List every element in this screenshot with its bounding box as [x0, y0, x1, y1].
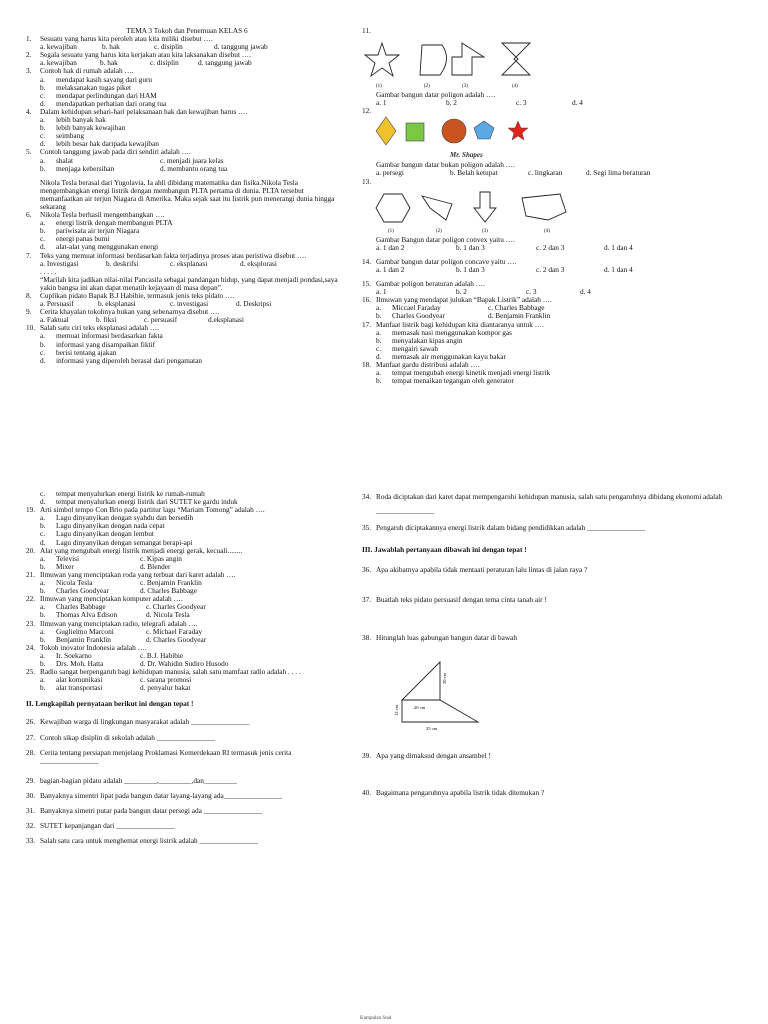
question-12-text: Gambar bangun datar bukan poligon adalah ….	[376, 160, 515, 170]
question-13: 13.	[362, 176, 372, 186]
question-8: 8. Cuplikan pidato Bapak B.J Habibie, termasuk jenis teks pidato ….	[26, 291, 235, 300]
question-20: 20. Alat yang mengubah energi listrik menjadi energi gerak, kecuali........	[26, 545, 243, 555]
circle-shape	[442, 119, 466, 143]
square-shape	[406, 123, 424, 141]
question-13-text: Gambar Bangun datar poligon convex yaitu ….	[376, 234, 515, 244]
question-24: 24. Tokoh inovator Indonesia adalah ….	[26, 642, 147, 652]
option-21bd: b. Charles Goodyear d. Charles Babbage	[40, 586, 197, 596]
irregular-polygon-shape	[522, 194, 566, 220]
option-20ac: a. Televisi c. Kipas angin	[40, 553, 182, 563]
option-25ac: a. alat komunikasi c. sarana promosi	[40, 675, 192, 685]
question-37: 37. Buatlah teks pidato persuasif dengan tema cinta tanah air !	[362, 595, 547, 605]
option-17a: a. memasak nasi menggunakan kompor gas	[376, 327, 512, 337]
option-25bd: b. alat transportasi d. penyalur bakat	[40, 683, 191, 693]
option-23ac: a. Guglielmo Marconi c. Michael Faraday	[40, 626, 203, 636]
option-4c: c. seimbang	[40, 131, 84, 141]
option-18d: d. tempat menyalurkan energi listrik dari SUTET ke gardu induk	[40, 497, 238, 507]
question-34: 34. Roda diciptakan dari karet dapat mempengaruhi kehidupan manusia, salah satu pengaruhnya dibidang ekonomi adalah ________________	[362, 492, 723, 515]
option-3c: c. mendapat perlindungan dari HAM	[40, 90, 157, 100]
question-4: 4. Dalam kehidupan sehari-hari pelaksanaan hak dan kewajiban harus ….	[26, 106, 248, 116]
option-5ac: a. shalat c. menjadi juara kelas	[40, 155, 224, 165]
fill-30: 30. Banyaknya simentri lipat pada bangun datar layang-layang ada________________	[26, 790, 283, 800]
dim-top-base: 20 cm	[414, 705, 426, 711]
d-shape	[420, 45, 447, 75]
option-18a: a. tempat mengubah energi kinetik menjadi energi listrik	[376, 368, 551, 378]
triangle-shape	[402, 662, 440, 700]
label-2: (2)	[436, 228, 442, 234]
bowtie-shape	[502, 43, 530, 75]
option-23bd: b. Benjamin Franklin d. Charles Goodyear	[40, 634, 207, 644]
option-16ac: a. Miccael Faraday c. Charles Babbage	[376, 303, 545, 313]
question-25: 25. Radio sangat berpengaruh bagi kehidupan manusia, salah satu mamfaat radio adalah . . . .	[26, 667, 301, 677]
question-11: 11.	[362, 26, 371, 35]
option-10d: d. informasi yang diperoleh berasal dari pengamatan	[40, 355, 203, 365]
star-shape	[365, 43, 399, 76]
speech-quote: “Marilah kita jadikan nilai-nilai Pancasila sebagai pandangan hidup, yang dapat menjadi pondasi,saya yakin bangsa ini akan dapat menatih kejayaan di masa depan”.	[40, 274, 338, 292]
option-3b: b. melaksanakan tugas piket	[40, 82, 131, 92]
option-10b: b. informasi yang disampaikan fiktif	[40, 339, 156, 349]
option-6c: c. energi panas bumi	[40, 234, 110, 244]
option-4d: d. lebih besar hak daripada kewajiban	[40, 139, 159, 149]
options-11: a. 1 b. 2 c. 3 d. 4	[376, 98, 583, 108]
pentagon-shape	[474, 121, 494, 139]
hexagon-shape	[376, 194, 410, 222]
option-19a: a. Lagu dinyanyikan dengan syahdu dan bersedih	[40, 513, 194, 523]
section-2-heading: II. Lengkapilah pernyataan berikut ini dengan tepat !	[26, 699, 194, 709]
red-star-shape	[508, 121, 528, 140]
question-7-tail: . . . . .	[40, 266, 57, 276]
trapezoid-shape	[402, 700, 478, 722]
right-bottom-column	[362, 490, 752, 797]
options-13: a. 1 dan 2 b. 1 dan 3 c. 2 dan 3 d. 1 dan 4	[376, 242, 633, 252]
question-1: 1. Sesuatu yang harus kita peroleh atau kita miliki disebut ….	[26, 34, 213, 44]
question-40: 40. Bagaimana pengaruhnya apabila listrik tidak ditemukan ?	[362, 787, 545, 797]
option-19c: c. Lagu dinyanyikan dengan lembut	[40, 529, 154, 539]
option-19d: d. Lagu dinyanyikan dengan semangat berapi-api	[40, 537, 193, 547]
option-22bd: b. Thomas Alva Edison d. Nicola Tesla	[40, 610, 190, 620]
option-18b: b. tempat menaikan tegangan oleh generator	[376, 376, 514, 386]
question-14: 14. Gambar bangun datar poligon concave yaitu ….	[362, 256, 517, 266]
arrow-down-shape	[474, 192, 496, 222]
question-5: 5. Contoh tanggung jawab pada diri sendiri adalah ….	[26, 147, 191, 157]
question-21: 21. Ilmuwan yang menciptakan roda yang terbuat dari karet adalah ….	[26, 569, 236, 579]
question-16: 16. Ilmuwan yang mendapat julukan “Bapak Listrik” adalah ….	[362, 295, 552, 305]
question-12: 12.	[362, 106, 372, 116]
option-17b: b. menyalakan kipas angin	[376, 335, 463, 345]
option-4b: b. lebih banyak kewajiban	[40, 123, 126, 133]
fill-31: 31. Banyaknya simetri putar pada bangun datar persegi ada ________________	[26, 806, 263, 815]
dim-bottom-base: 25 cm	[426, 726, 438, 732]
options-15: a. 1 b. 2 c. 3 d. 4	[376, 287, 591, 297]
polygon-figures-11	[362, 35, 752, 91]
question-15: 15. Gambar poligon beraturan adalah ….	[362, 279, 485, 289]
question-6: 6. Nikola Tesla berhasil mengembangkan ….	[26, 210, 165, 220]
label-2: (2)	[424, 84, 430, 90]
option-16bd: b. Charles Goodyear d. Benjamin Franklin	[376, 311, 551, 321]
label-3: (3)	[482, 228, 488, 234]
option-6a: a. energi listrik dengan membangun PLTA	[40, 218, 173, 228]
label-1: (1)	[388, 228, 394, 234]
page-footer: Kumpulan Soal	[360, 1016, 392, 1021]
options-9: a. Faktual b. fiksi c. persuasif d.eksplanasi	[40, 315, 244, 325]
question-9: 9. Cerita khayalan tokohnya bukan yang sebenarnya disebut ….	[26, 307, 220, 317]
mr-shapes-caption: Mr. Shapes	[450, 151, 483, 160]
arrow-shape	[452, 43, 484, 75]
option-3d: d. mendapatkan perhatian dari orang tua	[40, 98, 167, 108]
option-20bd: b. Mixer d. Blender	[40, 561, 171, 571]
left-bottom-column	[26, 490, 348, 852]
fill-26: 26. Kewajiban warga di lingkungan masyarakat adalah ________________	[26, 717, 250, 727]
section-3-heading: III. Jawablah pertanyaan dibawah ini dengan tepat !	[362, 545, 527, 555]
option-18c: c. tempat menyalurkan energi listrik ke rumah-rumah	[40, 489, 205, 498]
question-2: 2. Segala sesuatu yang harus kita kerjakan atau kita laksanakan disebut ….	[26, 50, 251, 60]
fill-27: 27. Contoh sikap disiplin di sekolah adalah ________________	[26, 732, 216, 742]
option-10c: c. berisi tentang ajakan	[40, 347, 117, 357]
option-19b: b. Lagu dinyanyikan dengan nada cepat	[40, 521, 165, 531]
options-1: a. kewajiban b. hak c. disiplin d. tanggung jawab	[40, 42, 268, 52]
fill-29: 29. bagian-bagian pidato adalah _________,_________,dan_________	[26, 775, 237, 785]
parallelogram-shape	[422, 196, 452, 220]
option-10a: a. memuat informasi berdasarkan fakta	[40, 331, 163, 341]
options-14: a. 1 dan 2 b. 1 dan 3 c. 2 dan 3 d. 1 dan 4	[376, 264, 633, 274]
dim-height-triangle: 20 cm	[442, 673, 447, 685]
option-21ac: a. Nicola Tesla c. Benjamin Franklin	[40, 578, 202, 588]
option-17c: c. mengairi sawah	[376, 343, 438, 353]
fill-32: 32. SUTET kepanjangan dari ________________	[26, 821, 175, 831]
option-22ac: a. Charles Babbage c. Charles Goodyear	[40, 602, 206, 612]
question-19: 19. Arti simbol tempo Con Brio pada partitur lagu “Mariam Tomong” adalah ….	[26, 505, 265, 515]
option-5bd: b. menjaga kebersihan d. membantu orang tua	[40, 163, 228, 173]
fill-28: 28. Cerita tentang persiapan menjelang Proklamasi Kemerdekaan RI termasuk jenis cerita ________________	[26, 747, 292, 765]
label-4: (4)	[544, 228, 550, 234]
question-10: 10. Salah satu ciri teks eksplanasi adalah ….	[26, 323, 159, 333]
label-4: (4)	[512, 84, 518, 90]
left-top-column	[26, 27, 348, 365]
exam-title: TEMA 3 Tokoh dan Penemuan KELAS 6	[126, 26, 248, 35]
option-17d: d. memasak air menggunakan kayu bakar	[376, 351, 506, 361]
mr-shapes-figure	[362, 115, 752, 161]
fill-33: 33. Salah satu cara untuk menghemat energi listrik adalah ________________	[26, 836, 258, 846]
options-7: a. Investigasi b. deskrifsi c. eksplanasi d. eksplorasi	[40, 258, 277, 268]
reading-passage: Nikola Tesla berasal dari Yugolavia, Ia ahli dibidang matematika dan fisika.Nikola Tesla mengembangkan energi listrik dengan membangun PLTA pertama di dunia. PLTA tersebut memanfaatkan air terjun Niagara di Amerika. Maka sejak saat itu listrik pun menerangi dunia hingga sekarang	[40, 177, 335, 211]
diamond-shape	[376, 117, 396, 145]
option-24bd: b. Drs. Moh. Hatta d. Dr. Wahidin Sudiro Husodo	[40, 658, 229, 668]
option-6b: b. pariwisata air terjun Niagara	[40, 226, 140, 236]
options-12: a. persegi b. Belah ketupat c. lingkaran d. Segi lima beraturan	[376, 168, 651, 178]
question-22: 22. Ilmuwan yang menciptakan komputer adalah ….	[26, 594, 183, 604]
label-3: (3)	[462, 84, 468, 90]
question-7: 7. Teks yang memuat informasi berdasarkan fakta terjadinya proses atau peristiwa disebut ….	[26, 250, 307, 260]
option-3a: a. mendapat kasih sayang dari guru	[40, 74, 153, 84]
question-18: 18. Manfaat gardu distribusi adalah ….	[362, 359, 480, 369]
composite-shape-figure	[382, 654, 752, 744]
question-11-text: Gambar bangun datar poligon adalah ….	[376, 90, 496, 100]
question-35: 35. Pengaruh diciptakannya energi listrik dalam bidang pendidikkan adalah ________________	[362, 523, 646, 532]
option-24ac: a. Ir. Soekarno c. B.J. Habibie	[40, 650, 184, 660]
polygon-figures-13	[362, 186, 752, 236]
question-23: 23. Ilmuwan yang menciptakan radio, telegrafi adalah ….	[26, 618, 198, 628]
right-top-column	[362, 27, 752, 385]
label-1: (1)	[376, 84, 382, 90]
options-8: a. Persuasif b. eksplanasi c. investigasi d. Deskripsi	[40, 299, 272, 309]
option-6d: d. alat-alat yang menggunakan energi	[40, 242, 159, 252]
question-3: 3. Contoh hak di rumah adalah ….	[26, 66, 134, 76]
dim-height-trapezoid: 12 cm	[394, 705, 399, 717]
question-39: 39. Apa yang dimaksud dengan ansambel !	[362, 751, 491, 761]
question-17: 17. Manfaat listrik bagi kehidupan kita diantaranya untuk ….	[362, 319, 544, 329]
options-2: a. kewajiban b. hak c. disiplin d. tanggung jawab	[40, 58, 252, 68]
question-38: 38. Hitunglah luas gabungan bangun datar di bawah	[362, 633, 518, 643]
question-36: 36. Apa akibatnya apabila tidak mentaati peraturan lalu lintas di jalan raya ?	[362, 565, 588, 575]
option-4a: a. lebih banyak hak	[40, 115, 106, 125]
